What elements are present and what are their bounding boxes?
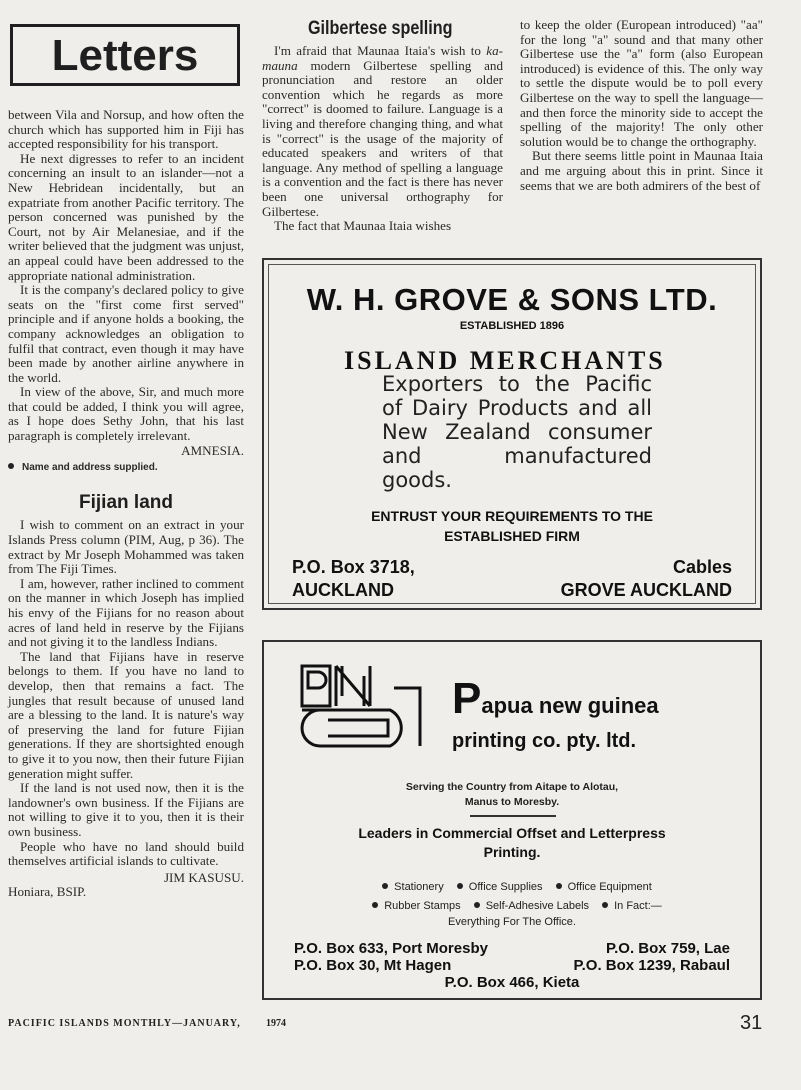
bullet-icon: [382, 883, 388, 889]
letters-column-middle: [262, 44, 503, 234]
letter-paragraph: The land that Fijians have in reserve belongs to them. If you have no land to develop, then that remains a fact. The jungles that result because of unused land are a blessing to the land. It is nature's way of preserving the land for future Fijian generations. If they are shortsighted enough to give it to you now, then their future Fijian generation might suffer.: [8, 648, 244, 781]
letter-paragraph: I am, however, rather inclined to comment on the manner in which Joseph has implied his envy of the Fijians for no reason about acres of land held in reserve by the Fijians and not giving it to the landless Indians.: [8, 575, 244, 650]
grove-company-name: W. H. GROVE & SONS LTD.: [306, 282, 718, 317]
bullet-icon: [602, 902, 608, 908]
letter-location: Honiara, BSIP.: [8, 884, 87, 900]
letter-signature: AMNESIA.: [181, 442, 244, 458]
letter-paragraph: between Vila and Norsup, and how often the church which has supported him in Fiji has accepted responsibility for his transport.: [8, 107, 244, 152]
bullet-icon: [556, 883, 562, 889]
letter-paragraph: I wish to comment on an extract in your Islands Press column (PIM, Aug, p 36). The extract by Mr Joseph Mohammed was taken from The Fiji Times.: [8, 517, 244, 577]
png-address-kieta: P.O. Box 466, Kieta: [444, 974, 580, 991]
letter-paragraph: But there seems little point in Maunaa Itaia and me arguing about this in print. Since it seems that we are both admirers of the best of: [520, 148, 763, 193]
section-title: Letters: [51, 31, 199, 80]
bullet-icon: [372, 902, 378, 908]
png-company-name-line2: printing co. pty. ltd.: [452, 730, 637, 752]
section-title-box: [10, 24, 240, 86]
fijian-land-heading: Fijian land: [79, 491, 173, 513]
grove-advertisement: [262, 258, 762, 610]
grove-merchants-heading: ISLAND MERCHANTS: [344, 346, 666, 375]
png-logo-icon: [298, 660, 428, 750]
grove-cable-address: Cables GROVE AUCKLAND: [560, 557, 732, 600]
bullet-icon: [474, 902, 480, 908]
divider: [470, 815, 556, 817]
png-tagline: Leaders in Commercial Offset and Letterpress Printing.: [358, 825, 666, 860]
bullet-icon: [8, 463, 14, 469]
png-address-lae: P.O. Box 759, Lae: [606, 940, 730, 957]
publication-footer: PACIFIC ISLANDS MONTHLY—JANUARY,: [8, 1018, 241, 1029]
letters-column-left: [8, 108, 244, 900]
letter-paragraph: People who have no land should build themselves artificial islands to cultivate.: [8, 838, 244, 869]
png-address-port-moresby: P.O. Box 633, Port Moresby: [294, 940, 488, 957]
letter-paragraph: The fact that Maunaa Itaia wishes: [274, 218, 452, 234]
letter-paragraph: I'm afraid that Maunaa Itaia's wish to ka-mauna modern Gilbertese spelling and pronunciation and restore an older convention which he regards as more "correct" is doomed to failure. Language is a living and therefore changing thing, and what is "correct" is the usage of the majority of educated speakers and writers of that language. Any method of spelling a language is a convention and the fact is there has never been one universal orthography for Gilbertese.: [262, 43, 503, 219]
letter-paragraph: to keep the older (European introduced) "aa" for the long "a" sound and that many other Gilbertese use the "a" form (also European introduced) is evidence of this. The only way to settle the dispute would be to poll every Gilbertese on the way to spell the language—and then force the minority side to accept the spelling of the majority! The only other solution would be to change the orthography.: [520, 17, 763, 149]
grove-postal-address: P.O. Box 3718, AUCKLAND: [292, 557, 415, 600]
publication-year: 1974: [266, 1018, 286, 1029]
png-printing-advertisement: [262, 640, 762, 1000]
png-services-list: Stationery Office Supplies Office Equipment Rubber Stamps Self-Adhesive Labels In Fact:— Everything For The Office.: [264, 878, 760, 929]
letter-signature: JIM KASUSU.: [163, 869, 244, 885]
grove-slogan: ENTRUST YOUR REQUIREMENTS TO THE ESTABLISHED FIRM: [371, 508, 653, 544]
letter-paragraph: In view of the above, Sir, and much more that could be added, I think you will agree, as I hope does Sethy John, that his last paragraph is completely irrelevant.: [8, 384, 244, 444]
bullet-icon: [457, 883, 463, 889]
png-address-rabaul: P.O. Box 1239, Rabaul: [573, 957, 730, 974]
grove-description: Exporters to the Pacific of Dairy Products and all New Zealand consumer and manufactured goods.: [382, 372, 652, 492]
gilbertese-heading: Gilbertese spelling: [308, 18, 453, 39]
png-address-mt-hagen: P.O. Box 30, Mt Hagen: [294, 957, 452, 974]
grove-established: ESTABLISHED 1896: [459, 320, 565, 332]
png-company-name-line1: Papua new guinea: [452, 674, 659, 723]
letter-paragraph: It is the company's declared policy to give seats on the "first come first served" principle and if anyone holds a booking, the company acknowledges an obligation to fulfil that contract, even though it may have been made by another airline anywhere in the world.: [8, 282, 244, 385]
editor-note: Name and address supplied.: [8, 461, 244, 476]
png-service-area: Serving the Country from Aitape to Alotau, Manus to Moresby.: [405, 781, 619, 808]
page-number: 31: [740, 1012, 763, 1034]
letter-paragraph: If the land is not used now, then it is the landowner's own business. If the Fijians are not willing to give it to you, then it is their own business.: [8, 780, 244, 839]
letters-column-right: [520, 18, 763, 193]
letter-paragraph: He next digresses to refer to an incident concerning an insult to an islander—not a New Hebridean incidentally, but an expatriate from another Pacific territory. The person concerned was punished by the Court, not by Air Melanesiae, and if the writer believed that the judgment was unjust, an appeal could have been addressed to the appropriate national administration.: [8, 150, 244, 283]
